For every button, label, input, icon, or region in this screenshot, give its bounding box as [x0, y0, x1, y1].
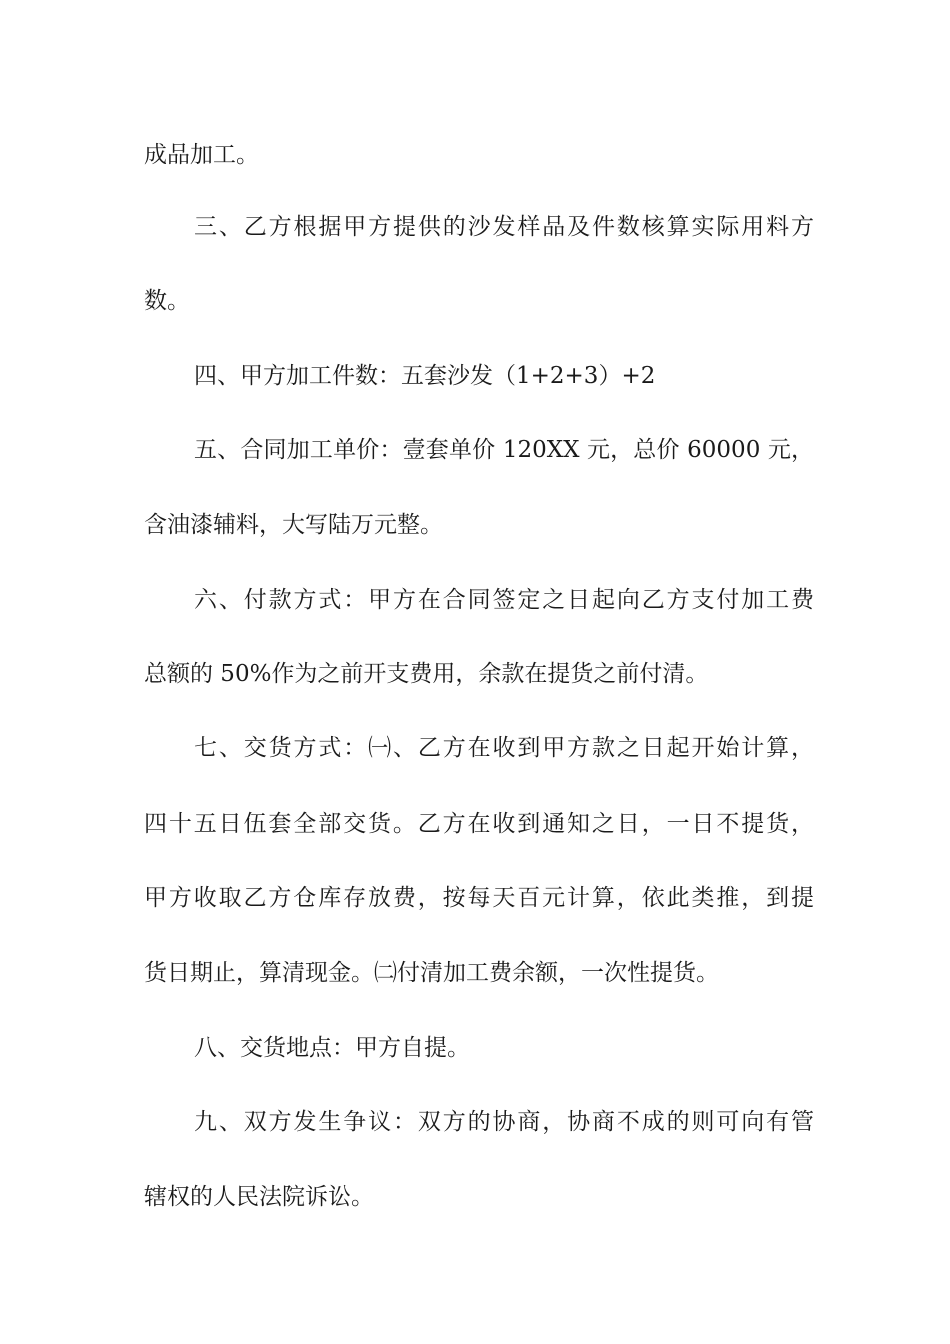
text-line-13: 八、交货地点：甲方自提。 [194, 1035, 470, 1061]
text-line-11: 甲方收取乙方仓库存放费，按每天百元计算，依此类推，到提 [144, 885, 814, 911]
text-line-3: 数。 [144, 288, 190, 314]
text-line-12: 货日期止，算清现金。㈡付清加工费余额，一次性提货。 [144, 960, 719, 986]
text-line-2: 三、乙方根据甲方提供的沙发样品及件数核算实际用料方 [194, 214, 814, 240]
text-line-5: 五、合同加工单价：壹套单价 120XX 元，总价 60000 元， [194, 437, 814, 463]
text-line-1: 成品加工。 [144, 142, 259, 168]
text-line-6: 含油漆辅料，大写陆万元整。 [144, 512, 443, 538]
text-line-9: 七、交货方式：㈠、乙方在收到甲方款之日起开始计算， [194, 735, 814, 761]
text-line-14: 九、双方发生争议：双方的协商，协商不成的则可向有管 [194, 1109, 814, 1135]
text-line-8: 总额的 50%作为之前开支费用，余款在提货之前付清。 [144, 661, 709, 687]
text-line-10: 四十五日伍套全部交货。乙方在收到通知之日，一日不提货， [144, 811, 814, 837]
text-line-15: 辖权的人民法院诉讼。 [144, 1184, 374, 1210]
text-line-4: 四、甲方加工件数：五套沙发（1+2+3）+2 [194, 363, 656, 389]
text-line-7: 六、付款方式：甲方在合同签定之日起向乙方支付加工费 [194, 587, 814, 613]
